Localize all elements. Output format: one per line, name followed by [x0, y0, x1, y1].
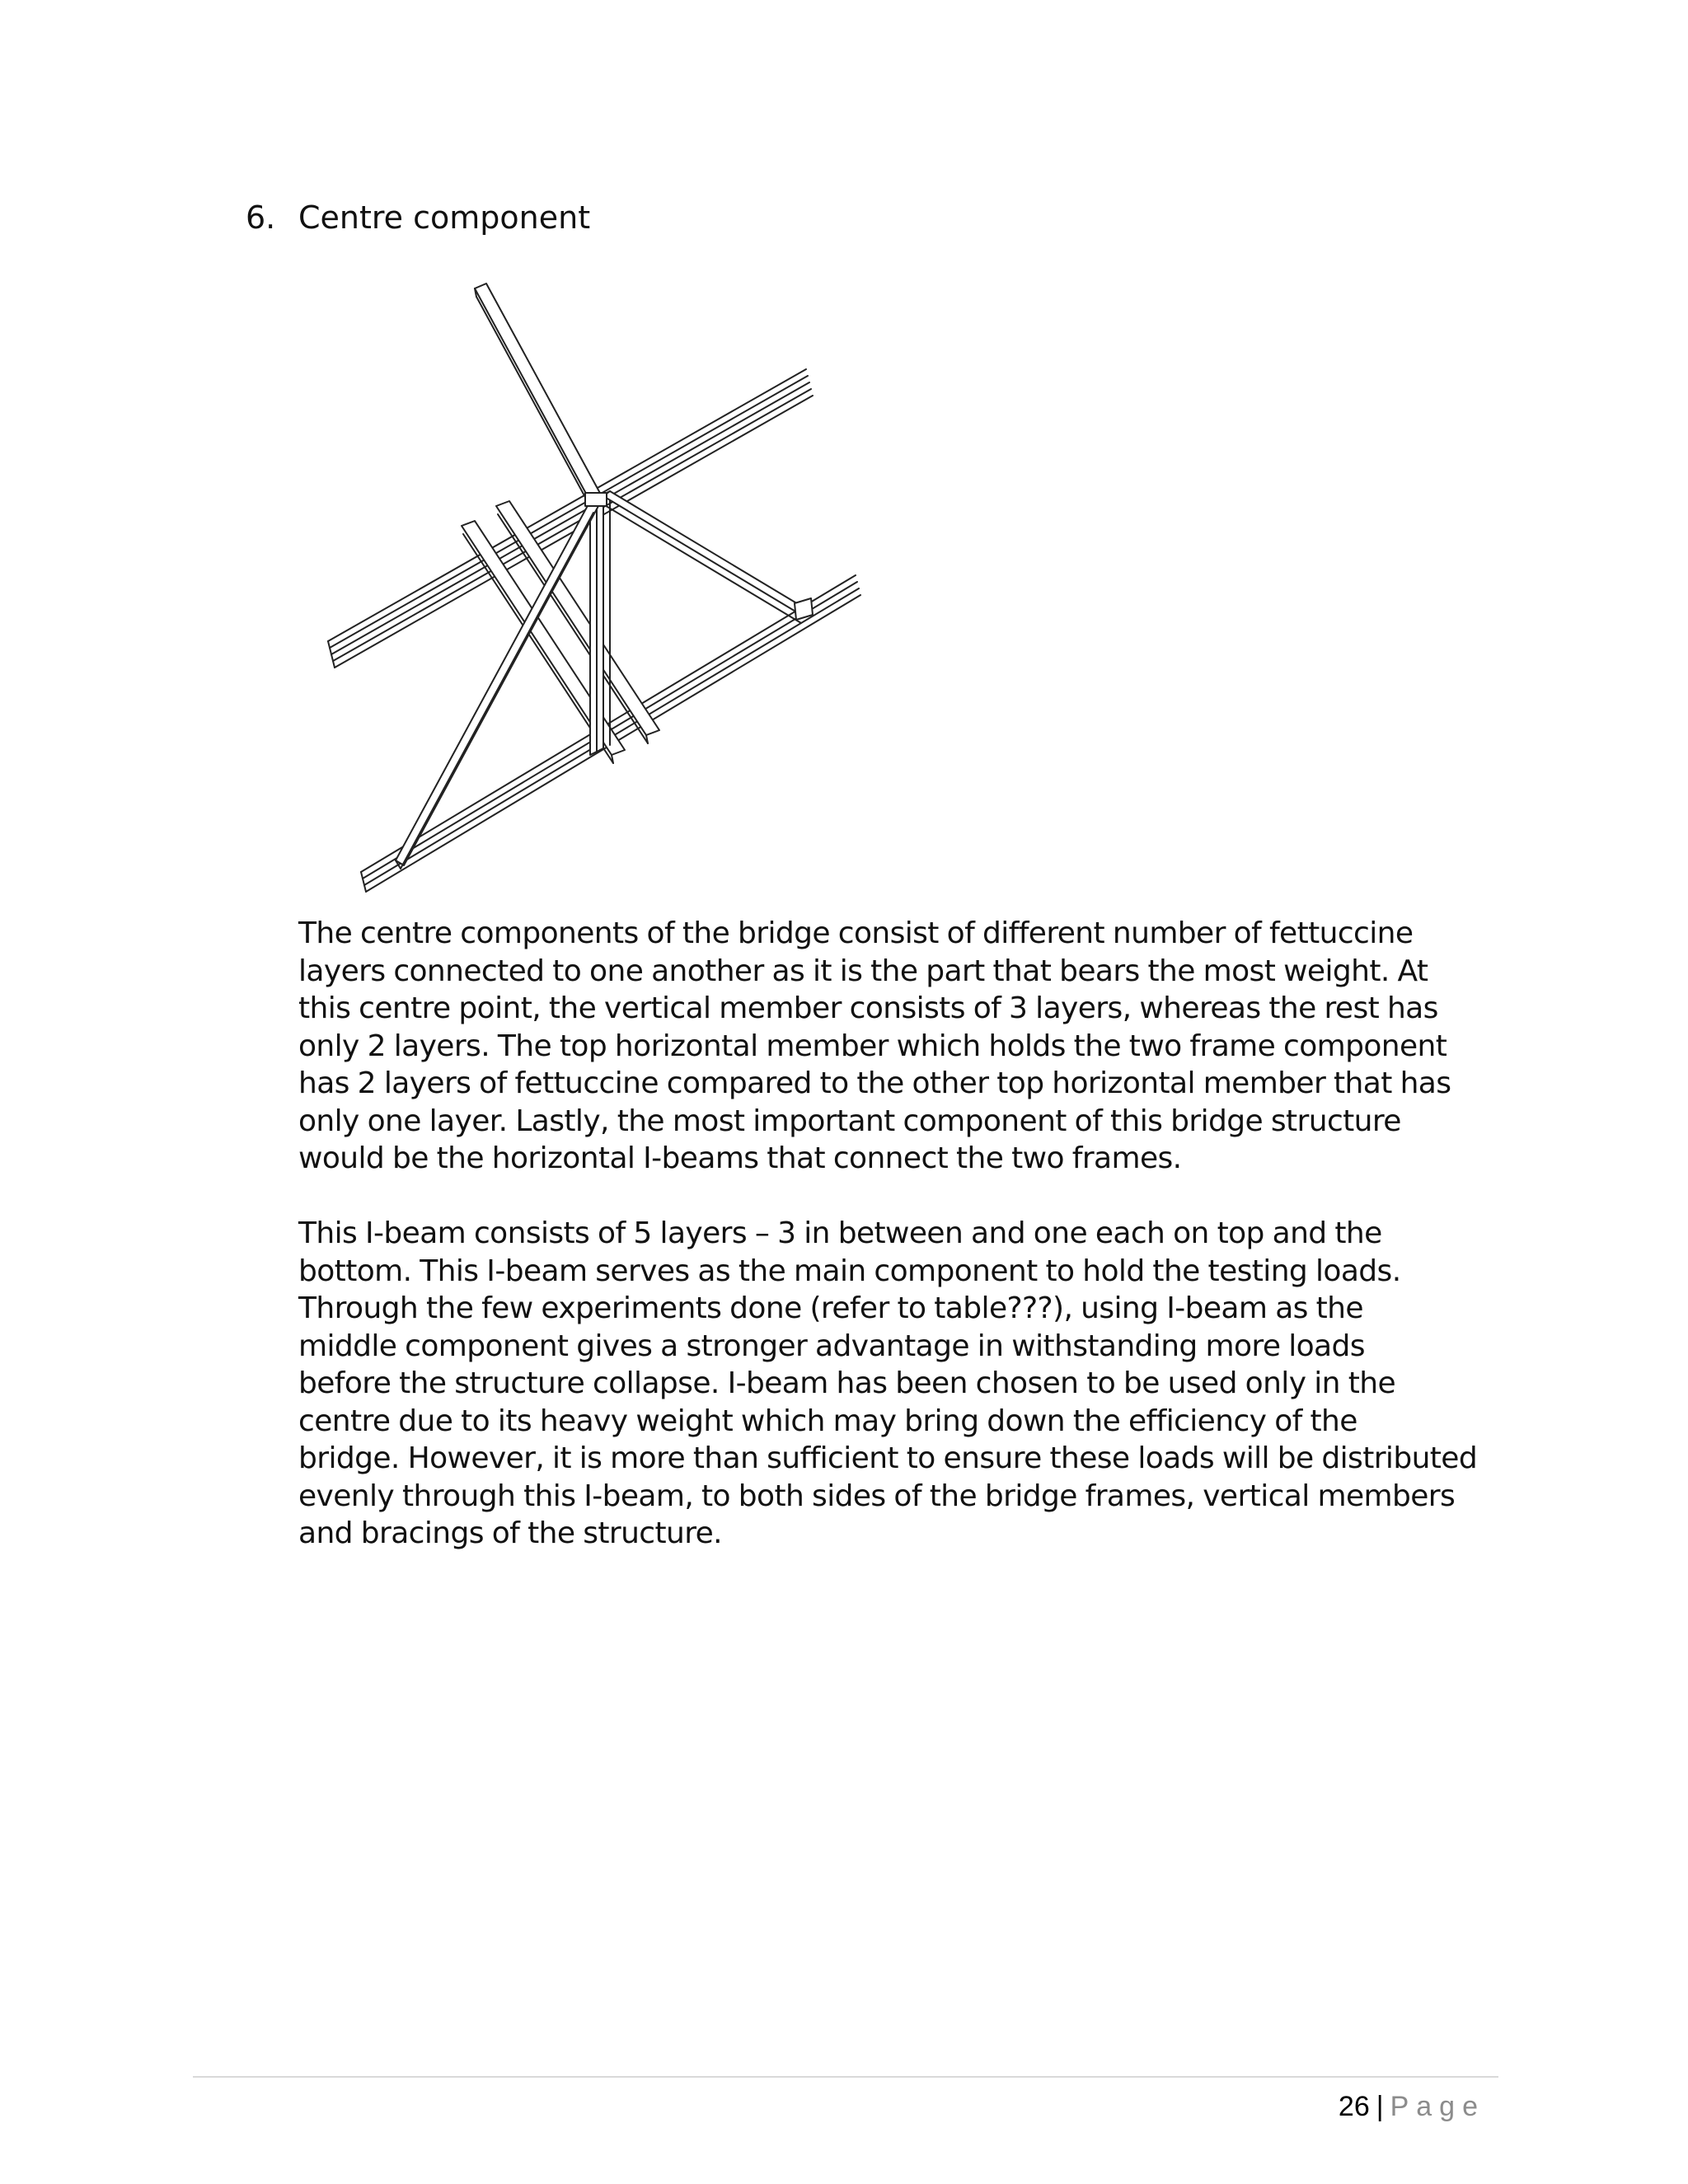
text-line: centre due to its heavy weight which may bring down the efficiency of the: [298, 1404, 1357, 1438]
i-beam-cross-members: [462, 501, 659, 763]
footer-divider: [193, 2076, 1498, 2078]
page-number: 26: [1338, 2091, 1370, 2122]
section-number: 6.: [246, 199, 276, 236]
text-line: middle component gives a stronger advantage in withstanding more loads: [298, 1329, 1365, 1363]
upper-diagonal-member: [475, 284, 602, 509]
text-line: This I-beam consists of 5 layers – 3 in between and one each on top and the: [298, 1216, 1382, 1250]
text-line: would be the horizontal I-beams that connect the two frames.: [298, 1141, 1182, 1175]
text-line: and bracings of the structure.: [298, 1516, 723, 1550]
text-line: bottom. This I-beam serves as the main component to hold the testing loads.: [298, 1254, 1401, 1288]
truss-drawing-figure: [313, 272, 890, 898]
right-bracing-member: [603, 491, 813, 623]
text-line: only 2 layers. The top horizontal member which holds the two frame component: [298, 1029, 1447, 1063]
page-footer: [1339, 2088, 1485, 2125]
text-line: before the structure collapse. I-beam has been chosen to be used only in the: [298, 1366, 1396, 1400]
page-word: Page: [1390, 2091, 1485, 2122]
vertical-member: [590, 491, 610, 755]
text-line: layers connected to one another as it is the part that bears the most weight. At: [298, 954, 1428, 988]
text-line: Through the few experiments done (refer to table???), using I-beam as the: [298, 1291, 1363, 1325]
paragraph-centre-components: [298, 915, 1502, 1178]
footer-separator: |: [1376, 2091, 1384, 2122]
text-line: The centre components of the bridge consist of different number of fettuccine: [298, 916, 1414, 950]
top-chord-beam: [328, 369, 813, 668]
text-line: only one layer. Lastly, the most important component of this bridge structure: [298, 1104, 1401, 1138]
section-heading: [246, 196, 590, 239]
text-line: evenly through this I-beam, to both sides of the bridge frames, vertical members: [298, 1479, 1456, 1513]
truss-centre-component-drawing: [313, 272, 890, 898]
text-line: bridge. However, it is more than sufficient to ensure these loads will be distributed: [298, 1441, 1478, 1475]
section-title: Centre component: [298, 199, 591, 236]
text-line: this centre point, the vertical member consists of 3 layers, whereas the rest has: [298, 991, 1438, 1025]
centre-joint: [585, 493, 607, 506]
paragraph-i-beam: [298, 1215, 1502, 1553]
text-line: has 2 layers of fettuccine compared to the other top horizontal member that has: [298, 1066, 1451, 1100]
